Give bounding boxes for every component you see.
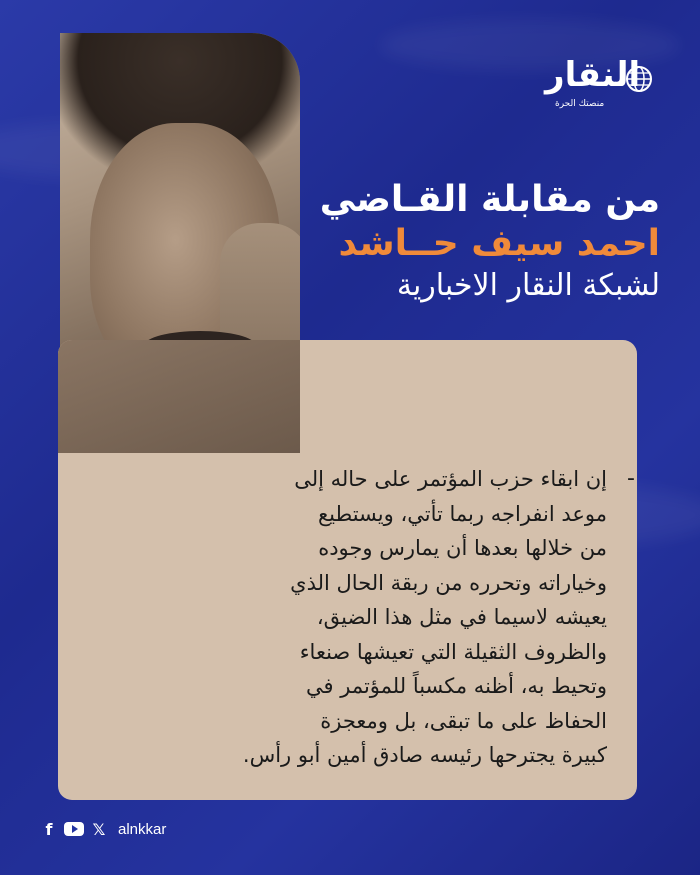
social-footer (40, 820, 166, 838)
quote-bullet: - (627, 466, 635, 491)
brand-logo (545, 55, 655, 115)
social-handle[interactable]: alnkkar (118, 820, 167, 838)
quote-line: وتحيط به، أظنه مكسباً للمؤتمر في (306, 674, 607, 698)
quote-line: موعد انفراجه ربما تأتي، ويستطيع (317, 501, 607, 526)
quote-line: والظروف الثقيلة التي تعيشها صنعاء (299, 639, 607, 664)
headline-source: لشبكة النقار الاخبارية (396, 268, 660, 303)
facebook-icon[interactable]: f (45, 819, 53, 839)
quote-line: إن ابقاء حزب المؤتمر على حاله إلى (294, 467, 607, 491)
headline (320, 178, 660, 306)
logo-tagline: منصتك الحرة (555, 99, 605, 109)
quote-line: كبيرة يجترحها رئيسه صادق أمين أبو رأس. (242, 743, 607, 767)
quote-line: الحفاظ على ما تبقى، بل ومعجزة (320, 708, 607, 733)
headline-name: احمد سيف حــاشد (338, 223, 660, 264)
quote-card (58, 340, 637, 800)
x-icon[interactable]: 𝕏 (92, 819, 106, 839)
logo-text: النقار (545, 55, 641, 95)
headline-line-1: من مقابلة القـاضي (319, 179, 660, 220)
youtube-icon[interactable] (64, 822, 84, 836)
quote-line: من خلالها بعدها أن يمارس وجوده (318, 536, 607, 560)
quote-body (87, 462, 635, 773)
globe-icon (625, 65, 653, 93)
quote-line: يعيشه لاسيما في مثل هذا الضيق، (316, 605, 607, 629)
quote-line: وخياراته وتحرره من ربقة الحال الذي (290, 570, 607, 595)
